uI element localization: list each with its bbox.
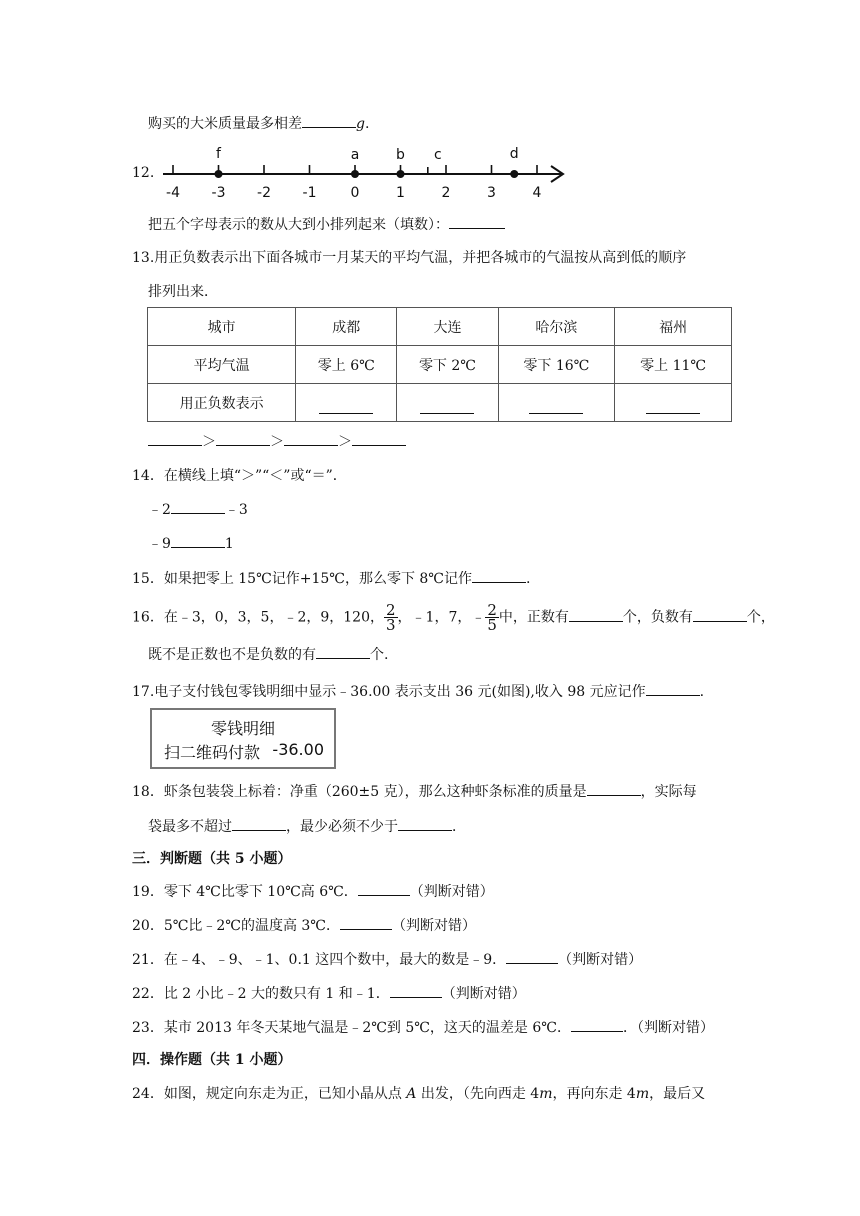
fraction: $\frac{2}{5}$ — [487, 601, 497, 634]
answer-blank[interactable] — [587, 780, 641, 796]
table-cell: 成都 — [296, 308, 397, 346]
answer-blank[interactable] — [646, 398, 700, 414]
q12-number: 12. — [132, 165, 155, 181]
table-cell — [615, 384, 732, 422]
tick-label: 2 — [441, 185, 451, 200]
table-cell: 哈尔滨 — [498, 308, 615, 346]
table-cell: 城市 — [148, 308, 296, 346]
point-b — [397, 170, 405, 178]
table-row — [148, 384, 732, 422]
point-label: f — [216, 146, 221, 162]
q22: 22．比 2 小比﹣2 大的数只有 1 和﹣1． （判断对错） — [132, 982, 526, 1004]
answer-blank[interactable] — [472, 567, 526, 583]
q14-a: ﹣2 ﹣3 — [148, 498, 248, 520]
answer-blank[interactable] — [319, 398, 373, 414]
table-cell: 平均气温 — [148, 346, 296, 384]
table-cell — [498, 384, 615, 422]
answer-blank[interactable] — [171, 532, 225, 548]
q18-line2: 袋最多不超过 ，最少必须不少于 ． — [148, 815, 466, 837]
q13-line2: 排列出来． — [148, 284, 218, 300]
q24: 24．如图，规定向东走为正，已知小晶从点 A 出发，（先向西走 4m，再向东走 4m，最后又 — [132, 1086, 706, 1102]
table-cell: 福州 — [615, 308, 732, 346]
answer-blank[interactable] — [693, 606, 747, 622]
fraction: $\frac{2}{3}$ — [385, 601, 396, 634]
answer-blank[interactable] — [302, 112, 356, 128]
answer-blank[interactable] — [216, 430, 270, 446]
tick-label: 4 — [532, 185, 542, 200]
point-label: d — [509, 146, 519, 162]
tick-label: -3 — [211, 185, 226, 200]
q15: 15．如果把零上 15℃记作+15℃，那么零下 8℃记作 . — [132, 567, 530, 589]
point-f — [215, 170, 223, 178]
wallet-row: 扫二维码付款 -36.00 — [164, 740, 324, 762]
answer-blank[interactable] — [232, 815, 286, 831]
q14-b: ﹣9 1 — [148, 532, 234, 554]
q19: 19．零下 4℃比零下 10℃高 6℃． （判断对错） — [132, 880, 494, 902]
table-cell: 零下 16℃ — [498, 346, 615, 384]
tick-label: -2 — [257, 185, 271, 200]
answer-blank[interactable] — [506, 948, 558, 964]
q12-instruction: 把五个字母表示的数从大到小排列起来（填数）： — [148, 213, 505, 235]
tick-label: 3 — [487, 185, 496, 200]
table-cell — [296, 384, 397, 422]
answer-blank[interactable] — [148, 430, 202, 446]
number-line — [155, 140, 575, 200]
tick-label: -4 — [166, 185, 180, 200]
section-4-heading: 四．操作题（共 1 小题） — [132, 1052, 292, 1068]
q18-line1: 18．虾条包装袋上标着：净重（260±5 克），那么这种虾条标准的质量是 ，实际每 — [132, 780, 697, 802]
table-cell: 零上 11℃ — [615, 346, 732, 384]
answer-blank[interactable] — [284, 430, 338, 446]
section-3-heading: 三．判断题（共 5 小题） — [132, 851, 292, 867]
answer-blank[interactable] — [646, 680, 700, 696]
table-cell — [397, 384, 498, 422]
q23: 23．某市 2013 年冬天某地气温是﹣2℃到 5℃，这天的温差是 6℃． ．（判断对错） — [132, 1016, 714, 1038]
table-cell: 大连 — [397, 308, 498, 346]
answer-blank[interactable] — [529, 398, 583, 414]
answer-blank[interactable] — [171, 498, 225, 514]
q17: 17.电子支付钱包零钱明细中显示﹣36.00 表示支出 36 元(如图),收入 98 元应记作 . — [132, 680, 704, 702]
wallet-detail-image — [150, 708, 336, 769]
answer-blank[interactable] — [569, 606, 623, 622]
q11-tail: 购买的大米质量最多相差 g. — [148, 112, 369, 134]
answer-blank[interactable] — [358, 880, 410, 896]
tick-label: 0 — [350, 185, 360, 200]
q16-line1: 16．在﹣3，0，3，5，﹣2，9，120， $\frac{2}{3}$ ，﹣1，7，﹣ $\frac{2}{5}$ 中，正数有 个，负数有 个， — [132, 601, 775, 634]
q16-line2: 既不是正数也不是负数的有 个. — [148, 643, 388, 665]
q13-line1: 13.用正负数表示出下面各城市一月某天的平均气温，并把各城市的气温按从高到低的顺序 — [132, 250, 687, 266]
answer-blank[interactable] — [316, 643, 370, 659]
answer-blank[interactable] — [449, 213, 505, 229]
table-row — [148, 308, 732, 346]
q13-order: ＞ ＞ ＞ — [148, 430, 406, 452]
q20: 20．5℃比﹣2℃的温度高 3℃． （判断对错） — [132, 914, 476, 936]
point-a — [351, 170, 359, 178]
point-d — [510, 170, 518, 178]
table-cell: 用正负数表示 — [148, 384, 296, 422]
table-cell: 零下 2℃ — [397, 346, 498, 384]
q21: 21．在﹣4、﹣9、﹣1、0.1 这四个数中，最大的数是﹣9． （判断对错） — [132, 948, 642, 970]
table-row — [148, 346, 732, 384]
q14-line1: 14．在横线上填“＞”“＜”或“＝”． — [132, 468, 347, 484]
point-label: c — [433, 147, 442, 163]
answer-blank[interactable] — [398, 815, 452, 831]
point-label: b — [396, 147, 405, 163]
tick-label: -1 — [302, 185, 317, 200]
table-cell: 零上 6℃ — [296, 346, 397, 384]
answer-blank[interactable] — [571, 1016, 623, 1032]
answer-blank[interactable] — [420, 398, 474, 414]
tick-label: 1 — [396, 185, 405, 200]
answer-blank[interactable] — [390, 982, 442, 998]
wallet-title: 零钱明细 — [210, 719, 275, 738]
temperature-table — [147, 307, 732, 422]
point-label: a — [350, 147, 360, 163]
answer-blank[interactable] — [352, 430, 406, 446]
answer-blank[interactable] — [340, 914, 392, 930]
